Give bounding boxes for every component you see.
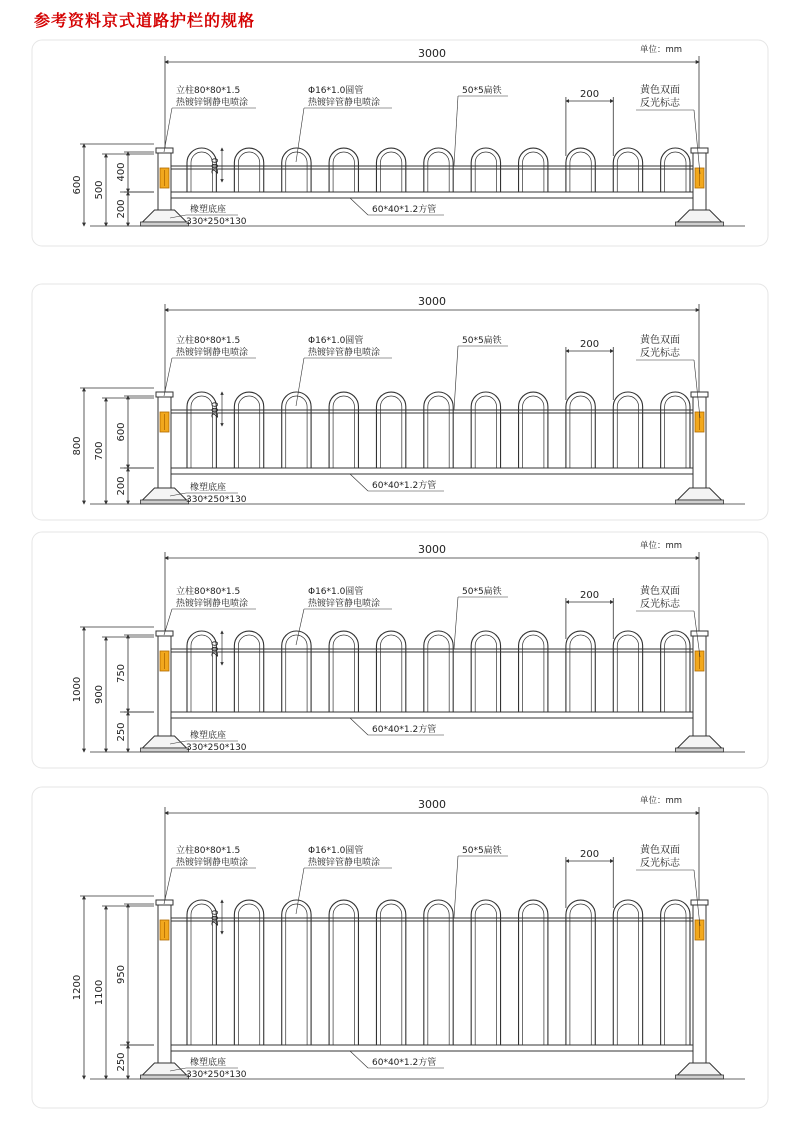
unit-label: 单位：mm xyxy=(640,45,683,55)
left-base-foot xyxy=(141,222,189,226)
reflector-label-line1: 黄色双面 xyxy=(640,845,680,856)
leader-line xyxy=(350,474,368,491)
leader-line xyxy=(296,609,304,645)
length-dimension-value: 3000 xyxy=(418,295,446,308)
arch-group xyxy=(187,148,690,192)
arch-tube-inner xyxy=(428,904,449,1045)
round-tube-label: Φ16*1.0圆管 xyxy=(308,86,364,96)
arch-height-value: 200 xyxy=(211,640,221,658)
arch-tube-inner xyxy=(475,396,496,468)
round-tube-coating-label: 热镀锌管静电喷涂 xyxy=(308,348,381,358)
leader-line xyxy=(454,856,458,918)
arch-tube-inner xyxy=(523,904,544,1045)
reflector-label-line1: 黄色双面 xyxy=(640,586,680,597)
arch-tube-inner xyxy=(475,635,496,712)
post-coating-label: 热镀锌钢静电喷涂 xyxy=(176,599,249,609)
leader-line xyxy=(350,1051,368,1068)
arch-tube xyxy=(613,900,642,1045)
arch-tube-inner xyxy=(570,396,591,468)
arch-tube-inner xyxy=(617,904,638,1045)
arch-tube-inner xyxy=(523,635,544,712)
bottom-tube-label: 60*40*1.2方管 xyxy=(372,205,437,215)
leader-line xyxy=(454,346,458,410)
post-coating-label: 热镀锌钢静电喷涂 xyxy=(176,98,249,108)
right-post xyxy=(693,396,706,488)
arch-tube-inner xyxy=(475,152,496,192)
bottom-square-tube xyxy=(171,1045,693,1051)
arch-tube xyxy=(471,900,500,1045)
arch-group xyxy=(187,631,690,712)
arch-tube-inner xyxy=(333,152,354,192)
flat-iron-label: 50*5扁铁 xyxy=(462,846,502,856)
left-base-foot xyxy=(141,1075,189,1079)
round-tube-coating-label: 热镀锌管静电喷涂 xyxy=(308,599,381,609)
arch-tube-inner xyxy=(380,904,401,1045)
arch-tube-inner xyxy=(333,635,354,712)
height-mid-value: 900 xyxy=(94,684,105,705)
arch-tube xyxy=(519,148,548,192)
bottom-square-tube xyxy=(171,192,693,198)
railing-drawing-3 xyxy=(0,530,800,770)
arch-tube-inner xyxy=(286,904,307,1045)
height-mid-value: 500 xyxy=(94,180,105,200)
height-lower-value: 250 xyxy=(116,1052,127,1072)
base-size-label: 330*250*130 xyxy=(186,1070,247,1080)
leader-line xyxy=(454,96,458,166)
arch-tube-inner xyxy=(380,635,401,712)
height-total-value: 1200 xyxy=(72,974,83,1001)
arch-tube-inner xyxy=(475,904,496,1045)
arch-tube-inner xyxy=(665,904,686,1045)
arch-tube xyxy=(566,900,595,1045)
right-base-foot xyxy=(676,1075,724,1079)
height-total-value: 800 xyxy=(72,436,83,456)
reflector-label-line2: 反光标志 xyxy=(640,599,680,610)
base-label: 橡塑底座 xyxy=(190,731,227,741)
arch-tube-inner xyxy=(617,635,638,712)
right-post-cap xyxy=(691,900,708,905)
post-coating-label: 热镀锌钢静电喷涂 xyxy=(176,348,249,358)
arch-group xyxy=(187,900,690,1045)
length-dimension-value: 3000 xyxy=(418,543,446,556)
arch-tube-inner xyxy=(333,396,354,468)
left-post xyxy=(158,635,171,736)
right-post-cap xyxy=(691,392,708,397)
arch-tube xyxy=(661,900,690,1045)
leader-line xyxy=(350,198,368,215)
arch-tube-inner xyxy=(191,904,212,1045)
right-rubber-base xyxy=(678,210,722,222)
arch-tube-inner xyxy=(428,635,449,712)
arch-height-value: 200 xyxy=(211,909,221,927)
reflector-label-line1: 黄色双面 xyxy=(640,85,680,96)
arch-tube xyxy=(282,900,311,1045)
flat-iron-label: 50*5扁铁 xyxy=(462,336,502,346)
leader-line xyxy=(296,358,304,406)
height-mid-value: 1100 xyxy=(94,979,105,1006)
right-post-cap xyxy=(691,148,708,153)
right-base-foot xyxy=(676,222,724,226)
railing-figure xyxy=(32,40,768,246)
arch-tube xyxy=(566,148,595,192)
reflector-label-line1: 黄色双面 xyxy=(640,335,680,346)
arch-tube-inner xyxy=(238,396,259,468)
arch-tube-inner xyxy=(380,152,401,192)
railing-figure xyxy=(32,787,768,1108)
arch-tube xyxy=(376,900,405,1045)
unit-label: 单位：mm xyxy=(640,541,683,551)
left-base-foot xyxy=(141,748,189,752)
height-upper-value: 400 xyxy=(116,162,127,182)
round-tube-label: Φ16*1.0圆管 xyxy=(308,587,364,597)
arch-tube xyxy=(519,900,548,1045)
arch-height-value: 200 xyxy=(211,157,221,175)
arch-tube-inner xyxy=(523,152,544,192)
spacing-value: 200 xyxy=(580,339,600,350)
railing-drawing-4 xyxy=(0,785,800,1110)
leader-line xyxy=(350,718,368,735)
arch-tube-inner xyxy=(428,396,449,468)
railing-drawing-2 xyxy=(0,282,800,522)
reflector-label-line2: 反光标志 xyxy=(640,858,680,869)
base-label: 橡塑底座 xyxy=(190,483,227,493)
arch-tube-inner xyxy=(617,152,638,192)
arch-tube-inner xyxy=(380,396,401,468)
arch-tube-inner xyxy=(523,396,544,468)
arch-tube-inner xyxy=(570,152,591,192)
post-spec-label: 立柱80*80*1.5 xyxy=(176,587,241,597)
spacing-value: 200 xyxy=(580,849,600,860)
height-lower-value: 250 xyxy=(116,722,127,742)
arch-height-value: 200 xyxy=(211,401,221,419)
arch-tube xyxy=(613,148,642,192)
arch-tube-inner xyxy=(570,635,591,712)
arch-tube xyxy=(329,148,358,192)
height-lower-value: 200 xyxy=(116,476,127,496)
arch-tube-inner xyxy=(238,635,259,712)
height-total-value: 600 xyxy=(72,175,83,195)
flat-iron-label: 50*5扁铁 xyxy=(462,86,502,96)
base-label: 橡塑底座 xyxy=(190,205,227,215)
right-rubber-base xyxy=(678,488,722,500)
arch-tube xyxy=(282,148,311,192)
post-spec-label: 立柱80*80*1.5 xyxy=(176,86,241,96)
arch-tube xyxy=(424,148,453,192)
base-label: 橡塑底座 xyxy=(190,1058,227,1068)
round-tube-coating-label: 热镀锌管静电喷涂 xyxy=(308,858,381,868)
round-tube-label: Φ16*1.0圆管 xyxy=(308,336,364,346)
arch-tube xyxy=(329,900,358,1045)
arch-tube-inner xyxy=(333,904,354,1045)
arch-tube-inner xyxy=(191,396,212,468)
bottom-square-tube xyxy=(171,712,693,718)
post-coating-label: 热镀锌钢静电喷涂 xyxy=(176,858,249,868)
reflector-label-line2: 反光标志 xyxy=(640,348,680,359)
right-post xyxy=(693,635,706,736)
arch-group xyxy=(187,392,690,468)
height-upper-value: 600 xyxy=(116,422,127,442)
arch-tube-inner xyxy=(428,152,449,192)
base-size-label: 330*250*130 xyxy=(186,217,247,227)
arch-tube xyxy=(234,900,263,1045)
arch-tube-inner xyxy=(191,635,212,712)
unit-label: 单位：mm xyxy=(640,796,683,806)
arch-tube-inner xyxy=(617,396,638,468)
height-mid-value: 700 xyxy=(94,441,105,461)
post-spec-label: 立柱80*80*1.5 xyxy=(176,846,241,856)
post-spec-label: 立柱80*80*1.5 xyxy=(176,336,241,346)
left-post xyxy=(158,396,171,488)
height-upper-value: 950 xyxy=(116,964,127,985)
arch-tube-inner xyxy=(665,635,686,712)
base-size-label: 330*250*130 xyxy=(186,495,247,505)
right-base-foot xyxy=(676,748,724,752)
arch-tube-inner xyxy=(191,152,212,192)
length-dimension-value: 3000 xyxy=(418,798,446,811)
base-size-label: 330*250*130 xyxy=(186,743,247,753)
railing-figure xyxy=(32,532,768,768)
bottom-tube-label: 60*40*1.2方管 xyxy=(372,725,437,735)
arch-tube xyxy=(661,148,690,192)
spacing-value: 200 xyxy=(580,89,600,100)
length-dimension-value: 3000 xyxy=(418,47,446,60)
arch-tube-inner xyxy=(665,152,686,192)
arch-tube xyxy=(424,900,453,1045)
round-tube-coating-label: 热镀锌管静电喷涂 xyxy=(308,98,381,108)
flat-iron-label: 50*5扁铁 xyxy=(462,587,502,597)
left-base-foot xyxy=(141,500,189,504)
railing-drawing-1 xyxy=(0,38,800,248)
arch-tube-inner xyxy=(238,152,259,192)
right-rubber-base xyxy=(678,1063,722,1075)
height-total-value: 1000 xyxy=(72,676,83,703)
right-rubber-base xyxy=(678,736,722,748)
height-upper-value: 750 xyxy=(116,663,127,684)
leader-line xyxy=(296,868,304,914)
round-tube-label: Φ16*1.0圆管 xyxy=(308,846,364,856)
spacing-value: 200 xyxy=(580,590,600,601)
arch-tube-inner xyxy=(238,904,259,1045)
arch-tube-inner xyxy=(665,396,686,468)
right-post-cap xyxy=(691,631,708,636)
arch-tube xyxy=(234,148,263,192)
bottom-tube-label: 60*40*1.2方管 xyxy=(372,481,437,491)
reflector-label-line2: 反光标志 xyxy=(640,98,680,109)
leader-line xyxy=(454,597,458,649)
bottom-tube-label: 60*40*1.2方管 xyxy=(372,1058,437,1068)
height-lower-value: 200 xyxy=(116,199,127,219)
right-base-foot xyxy=(676,500,724,504)
page-title: 参考资料京式道路护栏的规格 xyxy=(34,11,256,30)
arch-tube-inner xyxy=(286,635,307,712)
arch-tube-inner xyxy=(286,396,307,468)
railing-figure xyxy=(32,284,768,520)
arch-tube xyxy=(471,148,500,192)
bottom-square-tube xyxy=(171,468,693,474)
arch-tube xyxy=(376,148,405,192)
arch-tube-inner xyxy=(570,904,591,1045)
